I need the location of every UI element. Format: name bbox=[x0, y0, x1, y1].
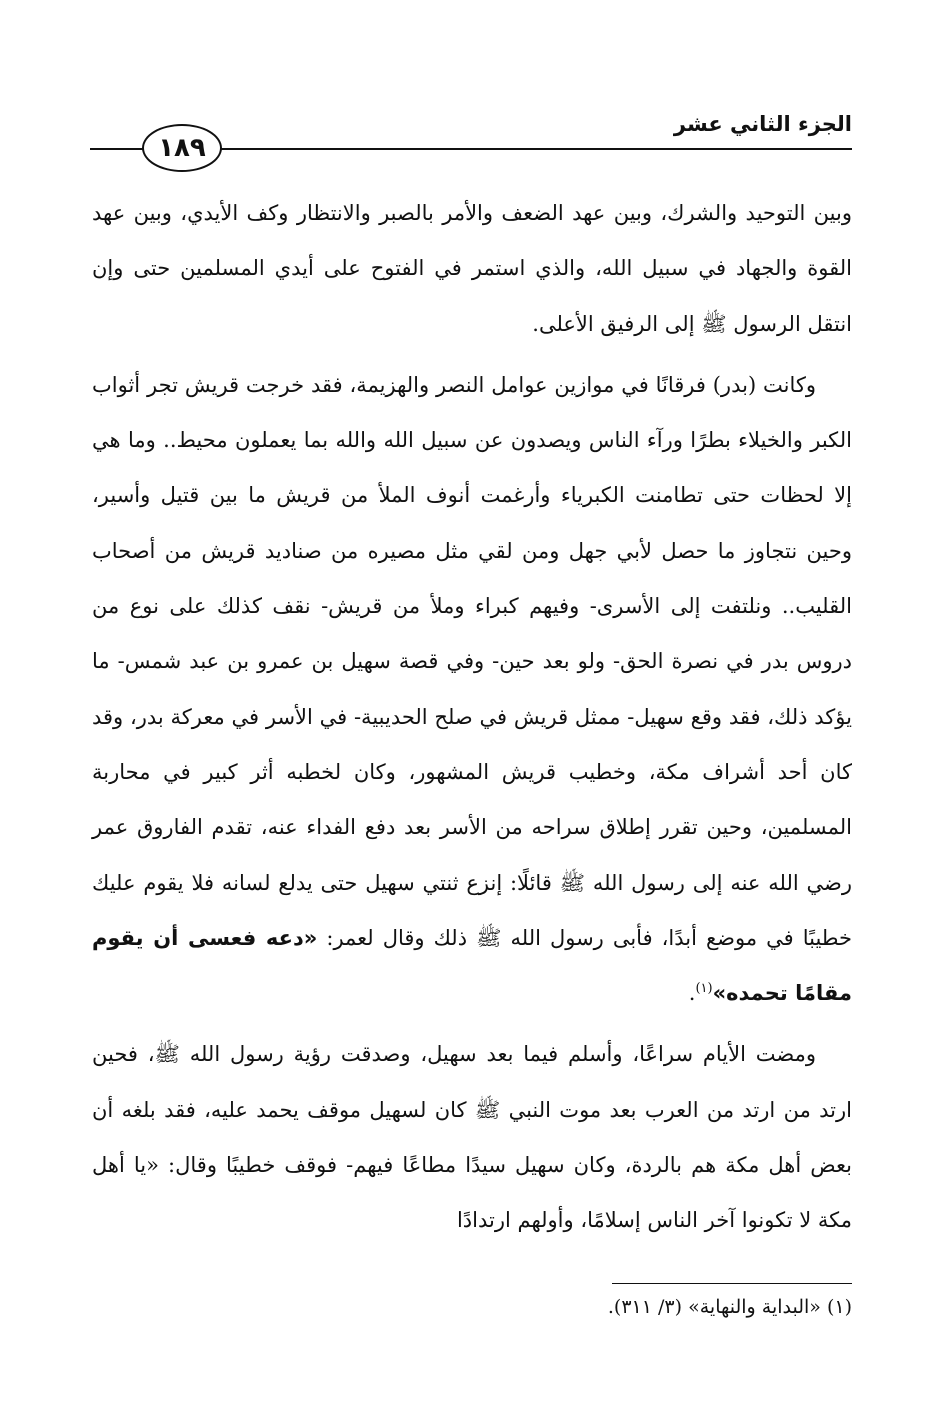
body-text bbox=[92, 186, 852, 1255]
paragraph-2-text: وكانت (بدر) فرقانًا في موازين عوامل النصر والهزيمة، فقد خرجت قريش تجر أثواب الكبر والخيلاء بطرًا ورآء الناس ويصدون عن سبيل الله والله بما يعملون محيط.. وما هي إلا لحظات حتى تطامنت الكبرياء وأرغمت أنوف الملأ من قريش ما بين قتيل وأسير، وحين نتجاوز ما حصل لأبي جهل ومن لقي مثل مصيره من صناديد قريش من أصحاب القليب.. ونلتفت إلى الأسرى- وفيهم كبراء وملأ من قريش- نقف كذلك على نوع من دروس بدر في نصرة الحق- ولو بعد حين- وفي قصة سهيل بن عمرو بن عبد شمس- ما يؤكد ذلك، فقد وقع سهيل- ممثل قريش في صلح الحديبية- في الأسر في معركة بدر، وقد كان أحد أشراف مكة، وخطيب قريش المشهور، وكان لخطبه أثر كبير في محاربة المسلمين، وحين تقرر إطلاق سراحه من الأسر بعد دفع الفداء عنه، تقدم الفاروق عمر رضي الله عنه إلى رسول الله ﷺ قائلًا: إنزع ثنتي سهيل حتى يدلع لسانه فلا يقوم عليك خطيبًا في موضع أبدًا، فأبى رسول الله ﷺ ذلك وقال لعمر: bbox=[92, 372, 852, 950]
paragraph-3: ومضت الأيام سراعًا، وأسلم فيما بعد سهيل، وصدقت رؤية رسول الله ﷺ، فحين ارتد من ارتد من العرب بعد موت النبي ﷺ كان لسهيل موقف يحمد عليه، فقد بلغه أن بعض أهل مكة هم بالردة، وكان سهيل سيدًا مطاعًا فيهم- فوقف خطيبًا وقال: «يا أهل مكة لا تكونوا آخر الناس إسلامًا، وأولهم ارتدادًا bbox=[92, 1042, 852, 1233]
paragraph-2 bbox=[92, 358, 852, 1022]
running-header bbox=[90, 108, 852, 168]
paragraph-1: وبين التوحيد والشرك، وبين عهد الضعف والأمر بالصبر والانتظار وكف الأيدي، وبين عهد القوة والجهاد في سبيل الله، والذي استمر في الفتوح على أيدي المسلمين حتى وإن انتقل الرسول ﷺ إلى الرفيق الأعلى. bbox=[92, 201, 852, 336]
paragraph-2-end: . bbox=[688, 981, 696, 1006]
page-number: ١٨٩ bbox=[142, 124, 222, 172]
footnote: (١) «البداية والنهاية» (٣/ ٣١١). bbox=[607, 1296, 852, 1318]
header-title: الجزء الثاني عشر bbox=[673, 112, 852, 136]
footnote-rule bbox=[612, 1283, 852, 1284]
footnote-ref: (١) bbox=[695, 981, 713, 997]
prophet-quote: «دعه فعسى أن يقوم مقامًا تحمده» bbox=[92, 925, 852, 1006]
